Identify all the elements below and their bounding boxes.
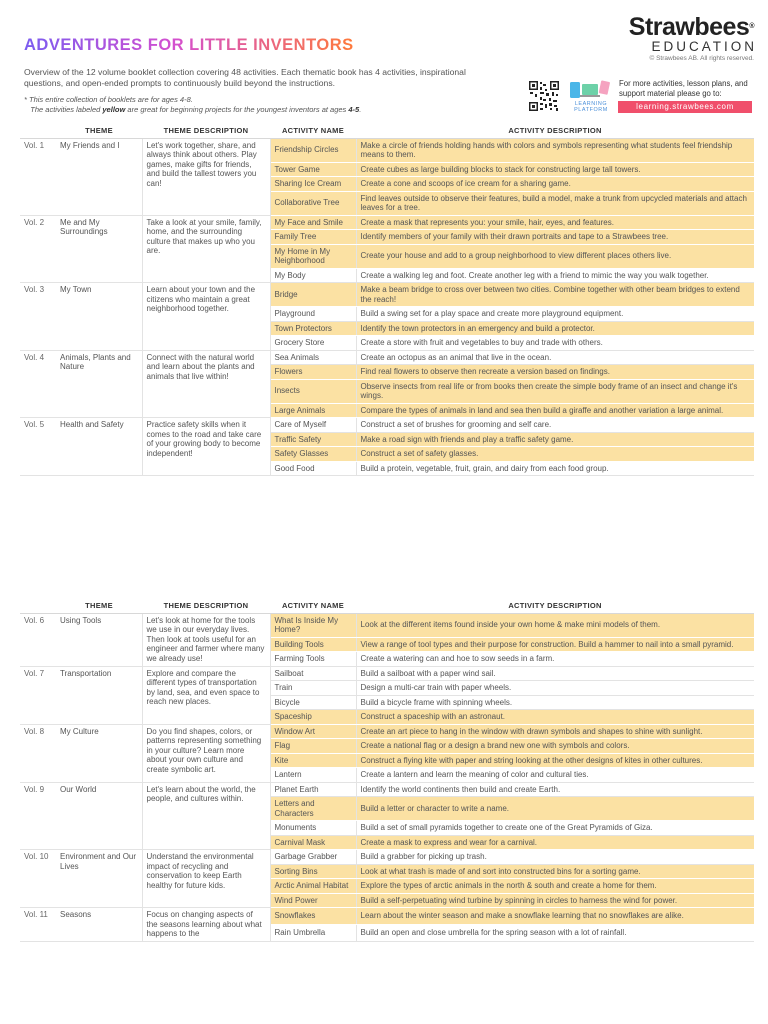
theme-name: Our World	[56, 782, 142, 850]
table-body	[20, 138, 754, 476]
activity-name: Letters and Characters	[270, 797, 356, 821]
volume-number: Vol. 1	[20, 138, 56, 215]
activity-name: Wind Power	[270, 893, 356, 908]
activity-name: Garbage Grabber	[270, 850, 356, 865]
activity-name: Sorting Bins	[270, 864, 356, 879]
activity-description: Build an open and close umbrella for the spring season with a lot of rainfall.	[356, 924, 754, 941]
activity-description: Construct a flying kite with paper and string looking at the other designs of kites in other cultures.	[356, 753, 754, 768]
activity-description: Look at what trash is made of and sort into constructed bins for a sorting game.	[356, 864, 754, 879]
table-row	[20, 138, 754, 162]
brand-logo	[628, 13, 757, 62]
activity-description: Observe insects from real life or from books then create the simple body frame of an insect and change it's wings.	[356, 379, 754, 403]
page-title: ADVENTURES FOR LITTLE INVENTORS	[24, 36, 354, 54]
theme-name: My Town	[56, 283, 142, 351]
activity-name: Planet Earth	[270, 782, 356, 797]
activity-description: Create a mask that represents you: your smile, hair, eyes, and features.	[356, 215, 754, 230]
theme-description: Do you find shapes, colors, or patterns representing something in your culture? Learn more about your own culture and create symbolic art.	[142, 724, 270, 782]
theme-description: Let's work together, share, and always think about others. Play games, make gifts for friends, and build the tallest towers you can!	[142, 138, 270, 215]
table-header	[20, 123, 754, 138]
activity-description: Explore the types of arctic animals in the north & south and create a home for them.	[356, 879, 754, 894]
volume-number: Vol. 7	[20, 666, 56, 724]
activity-name: Sharing Ice Cream	[270, 177, 356, 192]
header-volume	[20, 123, 56, 138]
activity-description: Create a national flag or a design a brand new one with symbols and colors.	[356, 739, 754, 754]
activity-description: Identify members of your family with their drawn portraits and tape to a Strawbees tree.	[356, 230, 754, 245]
header-activity-description: ACTIVITY DESCRIPTION	[356, 598, 754, 613]
theme-description: Learn about your town and the citizens who maintain a great neighborhood together.	[142, 283, 270, 351]
activity-name: Rain Umbrella	[270, 924, 356, 941]
theme-name: Seasons	[56, 908, 142, 942]
theme-description: Focus on changing aspects of the seasons learning about what happens to the	[142, 908, 270, 942]
theme-description: Let's look at home for the tools we use in our everyday lives. Then look at tools useful for an engineer and farmer where many we already use!	[142, 613, 270, 666]
brand-subtitle: EDUCATION	[651, 39, 757, 54]
activity-description: Create a watering can and hoe to sow seeds in a farm.	[356, 652, 754, 667]
theme-name: Transportation	[56, 666, 142, 724]
activity-description: Identify the town protectors in an emergency and build a protector.	[356, 321, 754, 336]
activity-description: Build a bicycle frame with spinning wheels.	[356, 695, 754, 710]
activity-description: Build a set of small pyramids together to create one of the Great Pyramids of Giza.	[356, 821, 754, 836]
activity-name: Bridge	[270, 283, 356, 307]
header-activity-name: ACTIVITY NAME	[270, 598, 356, 613]
activity-name: Family Tree	[270, 230, 356, 245]
header-activity-name: ACTIVITY NAME	[270, 123, 356, 138]
volume-number: Vol. 8	[20, 724, 56, 782]
activity-description: Create a store with fruit and vegetables to buy and trade with others.	[356, 336, 754, 351]
theme-description: Connect with the natural world and learn about the plants and animals that live within!	[142, 350, 270, 418]
overview-text: Overview of the 12 volume booklet collection covering 48 activities. Each thematic book has 4 activities, inspirational questions, and open-ended prompts to continuously build beyond the instructions.	[24, 67, 466, 88]
header-activity-description: ACTIVITY DESCRIPTION	[356, 123, 754, 138]
theme-name: My Friends and I	[56, 138, 142, 215]
activity-description: Learn about the winter season and make a snowflake learning that no snowflakes are alike.	[356, 908, 754, 925]
activity-name: Lantern	[270, 768, 356, 783]
activity-description: Build a protein, vegetable, fruit, grain, and dairy from each food group.	[356, 461, 754, 476]
volume-number: Vol. 4	[20, 350, 56, 418]
activity-description: Design a multi-car train with paper wheels.	[356, 681, 754, 696]
volume-number: Vol. 11	[20, 908, 56, 942]
table-row	[20, 908, 754, 925]
volume-number: Vol. 5	[20, 418, 56, 476]
theme-name: My Culture	[56, 724, 142, 782]
activity-description: View a range of tool types and their purpose for construction. Build a hammer to nail into a small pyramid.	[356, 637, 754, 652]
activity-name: Kite	[270, 753, 356, 768]
activity-description: Build a swing set for a play space and create more playground equipment.	[356, 307, 754, 322]
table-body	[20, 613, 754, 941]
activity-table-1	[20, 123, 754, 476]
theme-name: Using Tools	[56, 613, 142, 666]
activity-name: What Is Inside My Home?	[270, 613, 356, 637]
header-theme-description: THEME DESCRIPTION	[142, 598, 270, 613]
activity-name: Large Animals	[270, 403, 356, 418]
activity-description: Find real flowers to observe then recreate a version based on findings.	[356, 365, 754, 380]
table-row	[20, 850, 754, 865]
theme-description: Practice safety skills when it comes to the road and take care of your growing body to become independent!	[142, 418, 270, 476]
theme-description: Let's learn about the world, the people, and cultures within.	[142, 782, 270, 850]
activity-name: Good Food	[270, 461, 356, 476]
brand-name: Strawbees®	[628, 13, 754, 41]
copyright: © Strawbees AB. All rights reserved.	[649, 55, 754, 62]
activity-name: My Face and Smile	[270, 215, 356, 230]
age-note-line2: The activities labeled yellow are great for beginning projects for the youngest inventors at ages 4-5.	[30, 105, 362, 114]
activity-name: Window Art	[270, 724, 356, 739]
activity-description: Make a beam bridge to cross over between two cities. Combine together with other beam bridges to extend the reach!	[356, 283, 754, 307]
volume-number: Vol. 3	[20, 283, 56, 351]
activity-name: Flowers	[270, 365, 356, 380]
table-row	[20, 283, 754, 307]
table-row	[20, 724, 754, 739]
activity-table-2	[20, 598, 754, 942]
activity-name: Flag	[270, 739, 356, 754]
activity-name: My Body	[270, 268, 356, 283]
activity-name: Bicycle	[270, 695, 356, 710]
activity-name: Snowflakes	[270, 908, 356, 925]
activity-description: Create a lantern and learn the meaning of color and cultural ties.	[356, 768, 754, 783]
activity-name: Playground	[270, 307, 356, 322]
table-row	[20, 782, 754, 797]
activity-name: Carnival Mask	[270, 835, 356, 850]
activity-description: Create a walking leg and foot. Create another leg with a friend to mimic the way you walk together.	[356, 268, 754, 283]
table-header	[20, 598, 754, 613]
header-theme-description: THEME DESCRIPTION	[142, 123, 270, 138]
activity-name: Town Protectors	[270, 321, 356, 336]
qr-code-icon[interactable]	[528, 80, 560, 112]
activity-description: Create a cone and scoops of ice cream for a sharing game.	[356, 177, 754, 192]
activity-name: Spaceship	[270, 710, 356, 725]
learning-platform-label: LEARNING PLATFORM	[574, 101, 608, 113]
age-note	[24, 95, 361, 115]
activity-description: Create your house and add to a group neighborhood to view different places others live.	[356, 244, 754, 268]
activity-description: Construct a set of brushes for grooming and self care.	[356, 418, 754, 433]
activity-name: Safety Glasses	[270, 447, 356, 462]
activity-description: Make a road sign with friends and play a traffic safety game.	[356, 432, 754, 447]
activity-description: Create an art piece to hang in the window with drawn symbols and shapes to shine with sunlight.	[356, 724, 754, 739]
activity-name: Friendship Circles	[270, 138, 356, 162]
volume-number: Vol. 10	[20, 850, 56, 908]
activity-description: Build a letter or character to write a name.	[356, 797, 754, 821]
table-row	[20, 350, 754, 365]
activity-name: Arctic Animal Habitat	[270, 879, 356, 894]
activity-name: Sailboat	[270, 666, 356, 681]
header-theme: THEME	[56, 598, 142, 613]
header-theme: THEME	[56, 123, 142, 138]
activity-name: Sea Animals	[270, 350, 356, 365]
activity-description: Create cubes as large building blocks to stack for constructing large tall towers.	[356, 162, 754, 177]
activity-description: Create an octopus as an animal that live in the ocean.	[356, 350, 754, 365]
activity-description: Make a circle of friends holding hands with colors and symbols representing what students feel friendship means to them.	[356, 138, 754, 162]
activity-name: Insects	[270, 379, 356, 403]
activity-description: Look at the different items found inside your own home & make mini models of them.	[356, 613, 754, 637]
more-info-text: For more activities, lesson plans, and support material please go to:	[619, 79, 748, 98]
theme-name: Health and Safety	[56, 418, 142, 476]
volume-number: Vol. 9	[20, 782, 56, 850]
platform-url-link[interactable]: learning.strawbees.com	[618, 101, 752, 113]
theme-name: Me and My Surroundings	[56, 215, 142, 283]
activity-name: Tower Game	[270, 162, 356, 177]
header-volume	[20, 598, 56, 613]
activity-name: Train	[270, 681, 356, 696]
activity-description: Build a grabber for picking up trash.	[356, 850, 754, 865]
theme-description: Understand the environmental impact of recycling and conservation to keep Earth healthy for future kids.	[142, 850, 270, 908]
activity-name: Monuments	[270, 821, 356, 836]
activity-name: Farming Tools	[270, 652, 356, 667]
activity-description: Construct a set of safety glasses.	[356, 447, 754, 462]
table-row	[20, 215, 754, 230]
activity-name: Traffic Safety	[270, 432, 356, 447]
activity-description: Construct a spaceship with an astronaut.	[356, 710, 754, 725]
activity-name: My Home in My Neighborhood	[270, 244, 356, 268]
activity-name: Care of Myself	[270, 418, 356, 433]
activity-description: Find leaves outside to observe their features, build a model, make a trunk from upcycled materials and attach leaves for a tree.	[356, 191, 754, 215]
volume-number: Vol. 6	[20, 613, 56, 666]
activity-name: Building Tools	[270, 637, 356, 652]
theme-name: Animals, Plants and Nature	[56, 350, 142, 418]
activity-name: Grocery Store	[270, 336, 356, 351]
volume-number: Vol. 2	[20, 215, 56, 283]
activity-description: Build a self-perpetuating wind turbine by spinning in circles to harness the wind for power.	[356, 893, 754, 908]
activity-name: Collaborative Tree	[270, 191, 356, 215]
theme-description: Take a look at your smile, family, home, and the surrounding culture that makes up who you are.	[142, 215, 270, 283]
theme-name: Environment and Our Lives	[56, 850, 142, 908]
table-row	[20, 666, 754, 681]
activity-description: Create a mask to express and wear for a carnival.	[356, 835, 754, 850]
theme-description: Explore and compare the different types of transportation by land, sea, and even space to reach new places.	[142, 666, 270, 724]
age-note-line1: * This entire collection of booklets are for ages 4-8.	[24, 95, 193, 104]
table-row	[20, 418, 754, 433]
activity-description: Compare the types of animals in land and sea then build a giraffe and another variation a large animal.	[356, 403, 754, 418]
activity-description: Identify the world continents then build and create Earth.	[356, 782, 754, 797]
activity-description: Build a sailboat with a paper wind sail.	[356, 666, 754, 681]
table-row	[20, 613, 754, 637]
